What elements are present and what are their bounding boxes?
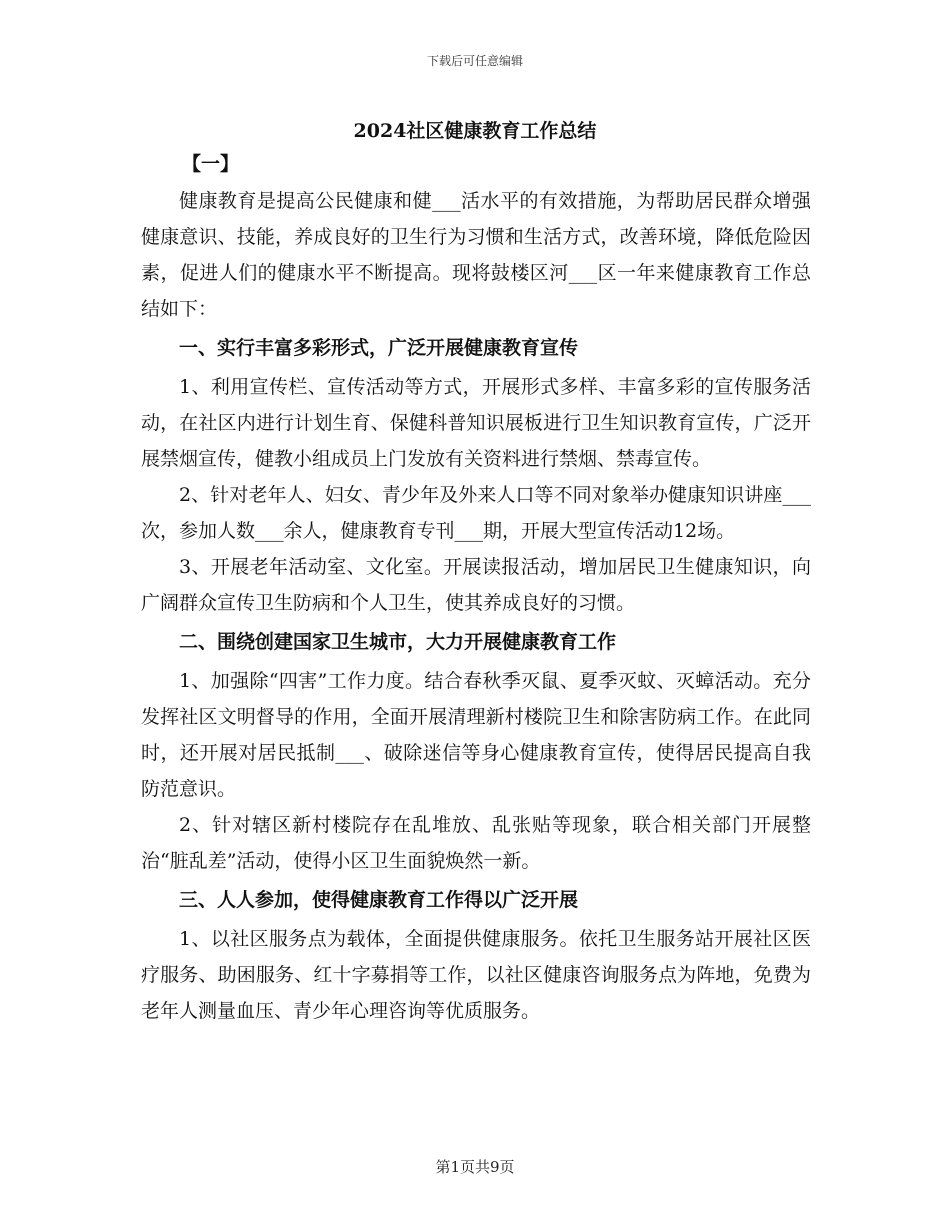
heading-3: 三、人人参加，使得健康教育工作得以广泛开展 [179,889,579,911]
heading-2: 二、围绕创建国家卫生城市，大力开展健康教育工作 [179,631,617,653]
paragraph-1-1: 1、利用宣传栏、宣传活动等方式，开展形式多样、丰富多彩的宣传服务活动，在社区内进行计划生育、保健科普知识展板进行卫生知识教育宣传，广泛开展禁烟宣传，健教小组成员上门发放有关资料进行禁烟、禁毒宣传。 [141,376,811,470]
intro-paragraph: 健康教育是提高公民健康和健___活水平的有效措施，为帮助居民群众增强健康意识、技能，养成良好的卫生行为习惯和生活方式，改善环境，降低危险因素，促进人们的健康水平不断提高。现将鼓楼区河___区一年来健康教育工作总结如下： [141,190,811,320]
paragraph-1-3: 3、开展老年活动室、文化室。开展读报活动，增加居民卫生健康知识，向广阔群众宣传卫生防病和个人卫生，使其养成良好的习惯。 [141,556,811,614]
paragraph-1-2: 2、针对老年人、妇女、青少年及外来人口等不同对象举办健康知识讲座___次，参加人数___余人，健康教育专刊___期，开展大型宣传活动12场。 [141,484,811,542]
document-body [141,183,811,1029]
document-title: 2024社区健康教育工作总结 [353,120,597,142]
paragraph-2-1: 1、加强除“四害”工作力度。结合春秋季灭鼠、夏季灭蚊、灭蟑活动。充分发挥社区文明督导的作用，全面开展清理新村楼院卫生和除害防病工作。在此同时，还开展对居民抵制___、破除迷信等身心健康教育宣传，使得居民提高自我防范意识。 [141,670,811,800]
paragraph-3-1: 1、以社区服务点为载体，全面提供健康服务。依托卫生服务站开展社区医疗服务、助困服务、红十字募捐等工作，以社区健康咨询服务点为阵地，免费为老年人测量血压、青少年心理咨询等优质服务。 [141,928,811,1022]
paragraph-2-2: 2、针对辖区新村楼院存在乱堆放、乱张贴等现象，联合相关部门开展整治“脏乱差”活动，使得小区卫生面貌焕然一新。 [141,814,811,872]
section-marker: 【一】 [182,153,240,175]
page-number: 第1页共9页 [435,1158,515,1176]
page-header-note: 下载后可任意编辑 [426,54,523,68]
heading-1: 一、实行丰富多彩形式，广泛开展健康教育宣传 [179,337,579,359]
